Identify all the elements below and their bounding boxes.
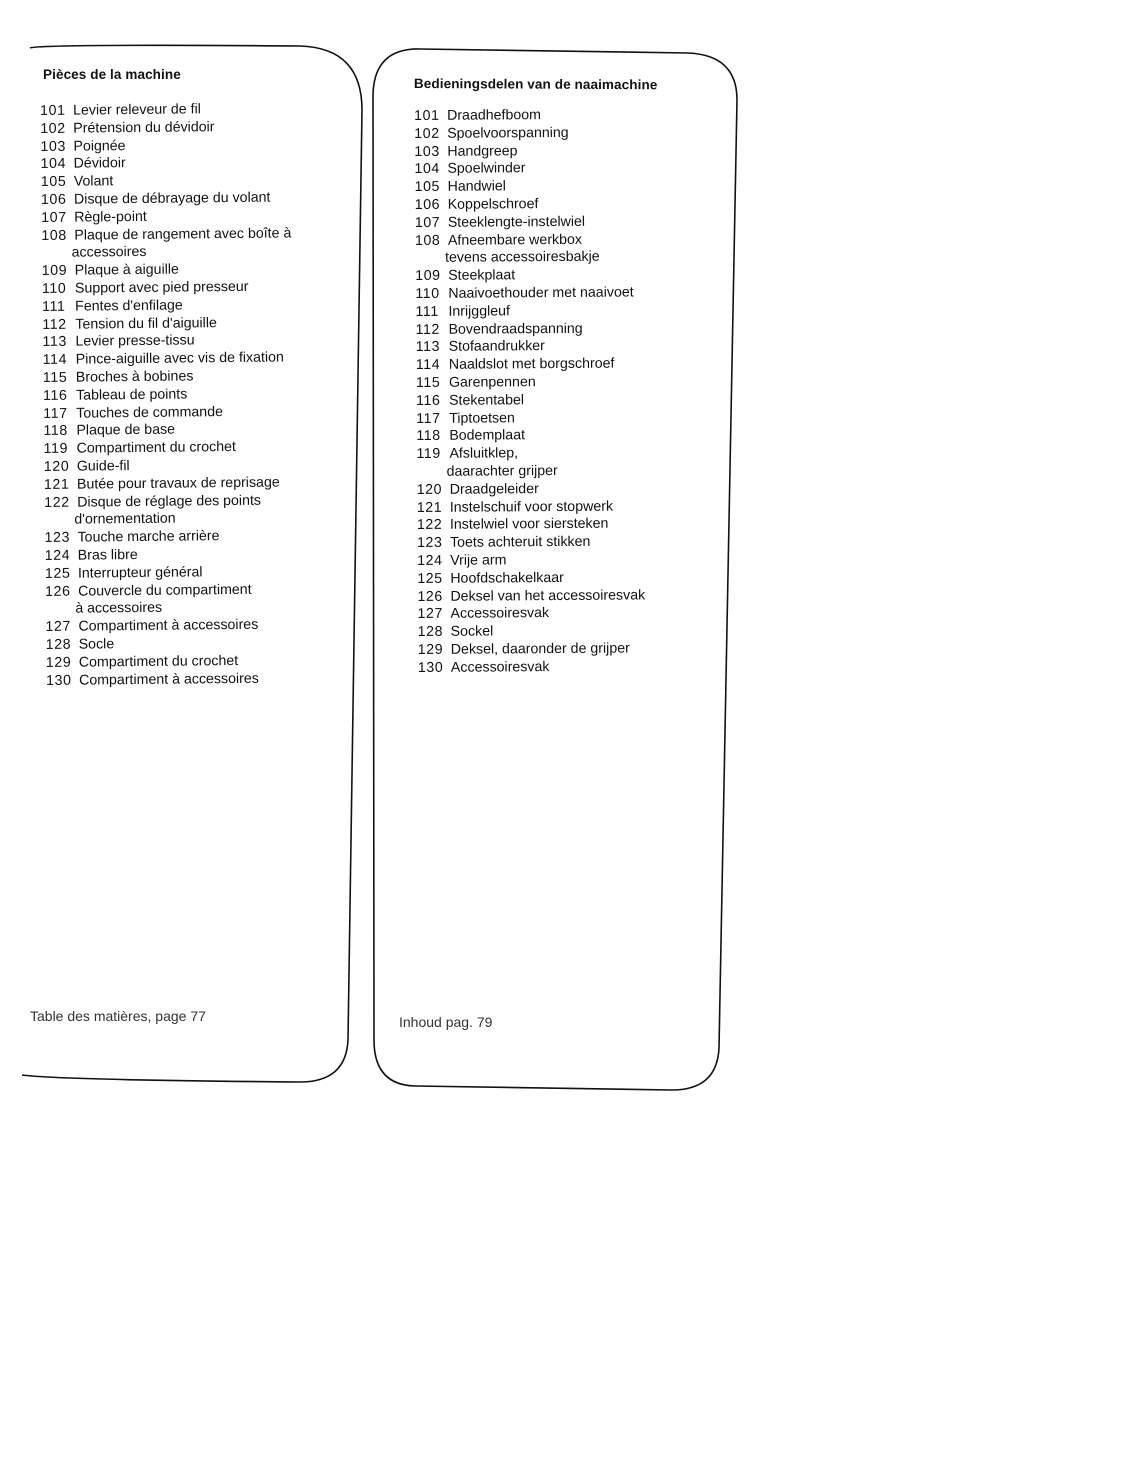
item-number: 126: [417, 588, 443, 605]
item-number: 110: [415, 285, 440, 302]
item-label: Disque de débrayage du volant: [73, 189, 271, 208]
item-label: Broches à bobines: [75, 368, 194, 386]
item-number: 120: [416, 481, 443, 498]
item-label: Spoelvoorspanning: [447, 124, 569, 142]
item-label: Deksel, daaronder de grijper: [450, 640, 630, 658]
item-label: accessoires: [71, 244, 147, 262]
item-number: 102: [40, 120, 66, 137]
item-number: 103: [414, 143, 440, 160]
item-label: Instelschuif voor stopwerk: [449, 498, 614, 516]
item-label: Couvercle du compartiment: [78, 581, 252, 600]
list-item: [415, 320, 643, 339]
list-item: [414, 142, 642, 161]
list-item: [417, 516, 645, 535]
item-number: 117: [416, 410, 441, 427]
item-label: Naaldslot met borgschroef: [448, 355, 615, 373]
item-label: Accessoiresvak: [450, 605, 550, 623]
item-number: 114: [42, 351, 68, 369]
item-number: 114: [415, 356, 441, 374]
item-label: Afsluitklep,: [449, 445, 519, 462]
item-label: tevens accessoiresbakje: [444, 249, 600, 267]
item-label: Levier releveur de fil: [72, 101, 201, 119]
item-number: 121: [416, 499, 443, 516]
item-label: Guide-fil: [76, 458, 130, 475]
list-item: [416, 356, 644, 375]
right-footer: Inhoud pag. 79: [399, 1014, 493, 1030]
item-number: 108: [414, 232, 441, 249]
item-label: Prétension du dévidoir: [73, 118, 215, 137]
item-number: 117: [43, 405, 68, 422]
list-item: [415, 249, 643, 268]
item-number: 119: [43, 440, 69, 458]
item-label: Compartiment du crochet: [76, 439, 236, 457]
item-number: 109: [41, 262, 68, 280]
item-number: 102: [414, 125, 440, 142]
item-label: Compartiment à accessoires: [78, 670, 259, 689]
item-label: Handgreep: [447, 142, 518, 160]
left-panel-title: Pièces de la machine: [43, 67, 181, 82]
item-label: Tableau de points: [75, 386, 188, 404]
item-number: 113: [42, 334, 68, 351]
item-number: 111: [42, 298, 66, 315]
item-number: 118: [43, 423, 68, 440]
item-label: Règle-point: [74, 208, 147, 226]
item-number: 108: [41, 227, 67, 244]
list-item: [416, 427, 644, 446]
left-footer: Table des matières, page 77: [30, 1008, 206, 1024]
item-label: Spoelwinder: [447, 160, 526, 178]
item-number: 122: [44, 494, 70, 511]
item-label: Naaivoethouder met naaivoet: [448, 284, 634, 302]
item-number: 123: [44, 529, 71, 547]
item-label: Poignée: [73, 137, 126, 155]
item-number: 110: [41, 280, 67, 297]
right-panel-title: Bedieningsdelen van de naaimachine: [413, 76, 658, 93]
list-item: [416, 409, 644, 428]
item-label: Inrijggleuf: [448, 303, 511, 320]
item-number: 105: [414, 179, 441, 196]
list-item: [415, 213, 643, 232]
item-label: Draadhefboom: [446, 107, 541, 124]
list-item: [416, 391, 644, 410]
list-item: [417, 498, 645, 517]
item-number: 106: [40, 191, 67, 208]
list-item: [414, 124, 642, 143]
item-label: Butée pour travaux de reprisage: [76, 474, 280, 493]
list-item: [415, 231, 643, 250]
item-label: Plaque de rangement avec boîte à: [74, 224, 292, 244]
list-item: [415, 302, 643, 321]
item-number: 103: [40, 138, 67, 155]
list-item: [415, 267, 643, 286]
list-item: [416, 462, 644, 481]
item-number: 111: [415, 303, 439, 320]
item-label: Compartiment à accessoires: [78, 616, 259, 635]
list-item: [414, 160, 642, 179]
item-number: 127: [45, 618, 72, 636]
item-number: 116: [42, 387, 68, 404]
item-number: 116: [415, 392, 441, 409]
item-number: 115: [415, 374, 441, 391]
item-number: 112: [42, 316, 67, 333]
item-number: 129: [45, 654, 72, 671]
item-label: daarachter grijper: [446, 462, 558, 480]
item-number: 129: [417, 641, 444, 658]
item-number: 120: [43, 458, 70, 475]
list-item: [417, 551, 645, 570]
item-label: Sockel: [450, 623, 494, 640]
item-label: Stofaandrukker: [448, 338, 545, 356]
item-number: 104: [40, 156, 67, 173]
item-label: Stekentabel: [448, 391, 525, 409]
item-number: 122: [416, 517, 443, 534]
item-label: Pince-aiguille avec vis de fixation: [75, 349, 284, 368]
list-item: [46, 670, 296, 690]
item-label: Toets achteruit stikken: [449, 533, 591, 551]
item-label: Bodemplaat: [449, 427, 526, 445]
item-number: 127: [417, 606, 444, 623]
item-number: 107: [414, 214, 441, 231]
list-item: [414, 178, 642, 197]
item-number: 126: [45, 583, 71, 600]
list-item: [416, 338, 644, 357]
list-item: [417, 569, 645, 588]
list-item: [417, 534, 645, 553]
item-number: 124: [44, 547, 71, 564]
item-label: Socle: [78, 636, 115, 653]
list-item: [416, 445, 644, 464]
item-number: 125: [44, 565, 71, 582]
item-number: 113: [415, 339, 441, 356]
item-label: d'ornementation: [74, 510, 176, 528]
item-number: 121: [43, 476, 70, 493]
item-label: Bras libre: [77, 546, 138, 564]
item-number: 130: [417, 659, 444, 676]
item-label: Steeklengte-instelwiel: [447, 213, 586, 231]
item-number: 118: [416, 428, 441, 445]
item-label: Plaque à aiguille: [74, 261, 179, 279]
item-number: 101: [40, 102, 66, 119]
item-label: Bovendraadspanning: [448, 320, 583, 338]
item-number: 115: [42, 369, 68, 386]
item-label: Accessoiresvak: [450, 658, 550, 676]
item-label: Steekplaat: [448, 267, 516, 284]
item-label: Garenpennen: [448, 374, 536, 391]
item-number: 119: [416, 445, 441, 463]
list-item: [418, 640, 646, 659]
item-number: 128: [45, 636, 72, 653]
item-number: 128: [417, 623, 444, 641]
item-label: Compartiment du crochet: [78, 652, 239, 671]
item-label: Draadgeleider: [449, 480, 539, 498]
item-label: Tiptoetsen: [449, 409, 515, 427]
item-label: à accessoires: [75, 600, 163, 617]
item-number: 104: [414, 161, 440, 178]
left-parts-list: [40, 100, 296, 690]
list-item: [417, 605, 645, 624]
item-number: 125: [417, 570, 443, 587]
item-number: 124: [417, 552, 443, 569]
list-item: [418, 658, 646, 677]
item-label: Volant: [73, 173, 114, 190]
item-label: Deksel van het accessoiresvak: [450, 586, 646, 605]
list-item: [415, 195, 643, 214]
list-item: [415, 284, 643, 303]
item-number: 107: [41, 209, 67, 226]
item-label: Dévidoir: [73, 155, 126, 173]
item-label: Plaque de base: [76, 421, 176, 439]
item-label: Hoofdschakelkaar: [450, 569, 564, 587]
item-label: Vrije arm: [450, 552, 507, 569]
item-label: Koppelschroef: [447, 196, 539, 213]
item-label: Handwiel: [447, 178, 506, 195]
list-item: [417, 480, 645, 499]
item-label: Interrupteur général: [77, 564, 203, 582]
item-number: 105: [40, 173, 67, 191]
list-item: [417, 587, 645, 606]
list-item: [416, 373, 644, 392]
item-label: Levier presse-tissu: [75, 332, 195, 351]
item-label: Touches de commande: [76, 403, 224, 422]
item-label: Touche marche arrière: [77, 528, 220, 546]
list-item: [414, 106, 642, 125]
item-label: Afneembare werkbox: [447, 231, 583, 249]
item-number: 130: [45, 672, 72, 689]
list-item: [418, 623, 646, 642]
right-parts-list: [414, 106, 646, 677]
item-label: Fentes d'enfilage: [75, 297, 183, 315]
item-number: 101: [414, 107, 440, 124]
item-label: Support avec pied presseur: [74, 278, 249, 297]
item-number: 109: [415, 267, 441, 285]
item-number: 112: [415, 321, 441, 338]
item-label: Tension du fil d'aiguille: [75, 314, 217, 333]
item-label: Instelwiel voor siersteken: [449, 515, 609, 534]
item-label: Disque de réglage des points: [77, 492, 262, 511]
item-number: 123: [416, 534, 443, 552]
item-number: 106: [414, 196, 441, 213]
